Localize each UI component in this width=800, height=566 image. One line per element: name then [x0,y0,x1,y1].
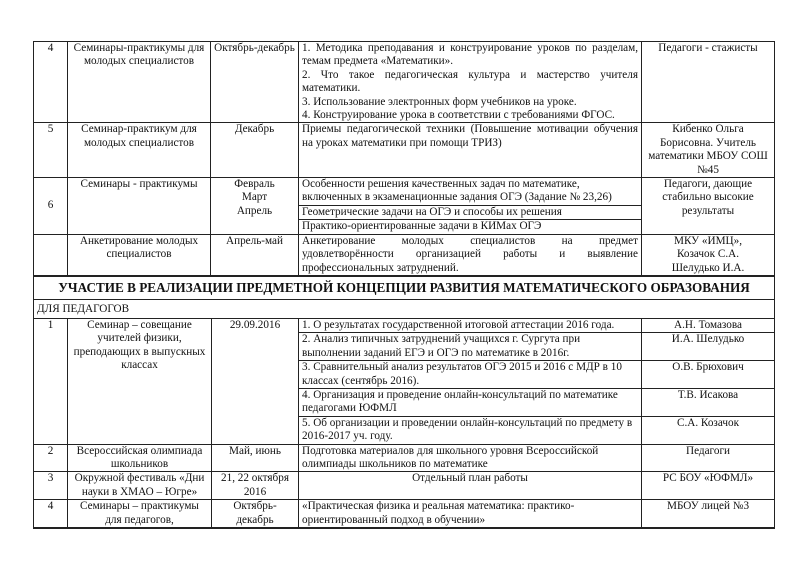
event-name: Семинары – практикумы для педагогов, [68,500,212,528]
event-dates: Октябрь-декабрь [211,42,299,123]
responsible-line: Козачок С.А. [676,248,740,261]
table-row [34,318,775,332]
row-number: 4 [34,500,68,528]
event-dates: 29.09.2016 [212,318,299,444]
responsible-line: МКУ «ИМЦ», [674,234,742,247]
responsible: Педагоги [642,444,775,472]
table-row [34,444,775,472]
event-name: Всероссийская олимпиада школьников [68,444,212,472]
event-name: Семинар-практикум для молодых специалистов [68,123,211,178]
row-number: 2 [34,444,68,472]
event-name: Семинары - практикумы [68,178,211,235]
section-title: УЧАСТИЕ В РЕАЛИЗАЦИИ ПРЕДМЕТНОЙ КОНЦЕПЦИИ РАЗВИТИЯ МАТЕМАТИЧЕСКОГО ОБРАЗОВАНИЯ [34,276,775,300]
section-subtitle-row [34,299,775,318]
event-dates: 21, 22 октября 2016 [212,472,299,500]
event-name: Семинары-практикумы для молодых специалистов [68,42,211,123]
event-content: Отдельный план работы [299,472,642,500]
content-item: 3. Использование электронных форм учебников на уроке. [302,95,577,108]
responsible [642,234,775,275]
responsible-line: Шелудько И.А. [671,261,745,274]
month: Апрель [236,204,273,217]
content-item: Особенности решения качественных задач по математике, включенных в экзаменационные задания ОГЭ (Задание № 23,26) [299,178,641,206]
agenda-item: 4. Организация и проведение онлайн-консультаций по математике педагогами ЮФМЛ [299,388,642,416]
responsible: Педагоги - стажисты [642,42,775,123]
event-dates: Май, июнь [212,444,299,472]
agenda-item: 5. Об организации и проведении онлайн-консультаций по предмету в 2016-2017 уч. году. [299,416,642,444]
event-dates: Октябрь-декабрь [212,500,299,528]
responsible: Педагоги, дающие стабильно высокие результаты [642,178,775,235]
table-row [34,500,775,528]
agenda-item: 1. О результатах государственной итоговой аттестации 2016 года. [299,318,642,332]
content-item: 1. Методика преподавания и конструирование уроков по разделам, темам предмета «Математики». [302,42,638,68]
event-dates: Декабрь [211,123,299,178]
event-name: Семинар – совещание учителей физики, преподающих в выпускных классах [68,318,212,444]
agenda-item: 3. Сравнительный анализ результатов ОГЭ 2015 и 2016 с МДР в 10 классах (сентябрь 2016). [299,361,642,389]
speaker: И.А. Шелудько [642,333,775,361]
document-page [33,0,774,529]
row-number: 4 [34,42,68,123]
event-name: Окружной фестиваль «Дни науки в ХМАО – Югре» [68,472,212,500]
responsible: Кибенко Ольга Борисовна. Учитель математики МБОУ СОШ №45 [642,123,775,178]
content-item: 4. Конструирование урока в соответствии с требованиями ФГОС. [302,109,615,122]
speaker: С.А. Козачок [642,416,775,444]
speaker: О.В. Брюхович [642,361,775,389]
speaker: Т.В. Исакова [642,388,775,416]
responsible: МБОУ лицей №3 [642,500,775,528]
event-name: Анкетирование молодых специалистов [68,234,211,275]
month: Февраль [234,178,275,191]
row-number: 1 [34,318,68,444]
month: Март [241,191,268,204]
speaker: А.Н. Томазова [642,318,775,332]
row-number: 3 [34,472,68,500]
row-number: 6 [34,178,68,235]
table-row [34,42,775,123]
content-item: 2. Что такое педагогическая культура и мастерство учителя математики. [302,68,638,95]
event-content: Приемы педагогической техники (Повышение мотивации обучения на уроках математики при помощи ТРИЗ) [299,123,642,178]
plan-table-bottom [33,275,775,529]
event-dates: Апрель-май [211,234,299,275]
agenda-item: 2. Анализ типичных затруднений учащихся г. Сургута при выполнении заданий ЕГЭ и ОГЭ по математике в 2016г. [299,333,642,361]
plan-table-top [33,41,775,276]
event-content [299,178,642,235]
section-subtitle: ДЛЯ ПЕДАГОГОВ [34,299,775,318]
section-title-row [34,276,775,300]
row-number [34,234,68,275]
event-content: Подготовка материалов для школьного уровня Всероссийской олимпиады школьников по математике [299,444,642,472]
event-dates [211,178,299,235]
row-number: 5 [34,123,68,178]
event-content: «Практическая физика и реальная математика: практико-ориентированный подход в обучении» [299,500,642,528]
responsible: РС БОУ «ЮФМЛ» [642,472,775,500]
table-row [34,123,775,178]
table-row [34,472,775,500]
content-item: Практико-ориентированные задачи в КИМах ОГЭ [302,220,542,233]
content-item: Геометрические задачи на ОГЭ и способы их решения [299,206,641,220]
event-content: Анкетирование молодых специалистов на предмет удовлетворённости организацией работы и выявление профессиональных затруднений. [299,234,642,275]
table-row [34,178,775,235]
table-row [34,234,775,275]
event-content [299,42,642,123]
